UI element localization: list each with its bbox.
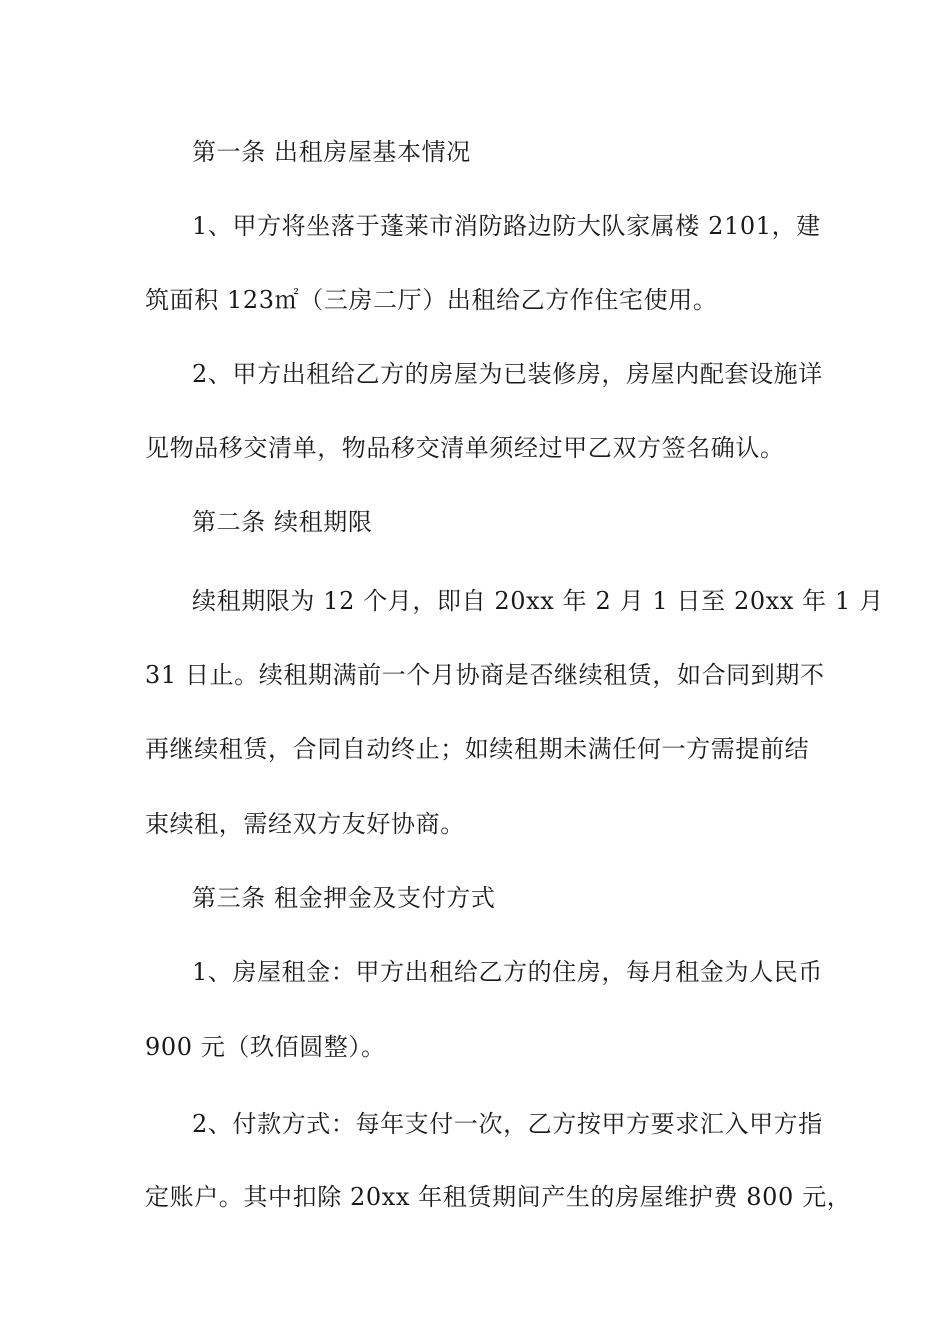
paragraph-line: 续租期限为 12 个月，即自 20xx 年 2 月 1 日至 20xx 年 1 月 <box>192 587 884 615</box>
paragraph-line: 筑面积 123㎡（三房二厅）出租给乙方作住宅使用。 <box>145 286 718 314</box>
paragraph-line: 2、甲方出租给乙方的房屋为已装修房，房屋内配套设施详 <box>192 360 823 388</box>
paragraph-line: 见物品移交清单，物品移交清单须经过甲乙双方签名确认。 <box>145 434 785 462</box>
paragraph-line: 束续租，需经双方友好协商。 <box>145 810 465 838</box>
paragraph-line: 31 日止。续租期满前一个月协商是否继续租赁，如合同到期不 <box>145 661 825 689</box>
article-2-heading: 第二条 续租期限 <box>192 508 373 536</box>
paragraph-line: 1、房屋租金：甲方出租给乙方的住房，每月租金为人民币 <box>192 958 823 986</box>
paragraph-line: 2、付款方式：每年支付一次，乙方按甲方要求汇入甲方指 <box>192 1110 823 1138</box>
paragraph-line: 定账户。其中扣除 20xx 年租赁期间产生的房屋维护费 800 元， <box>145 1183 852 1211</box>
article-3-heading: 第三条 租金押金及支付方式 <box>192 884 496 912</box>
paragraph-line: 900 元（玖佰圆整）。 <box>145 1033 386 1061</box>
paragraph-line: 再继续租赁，合同自动终止；如续租期未满任何一方需提前结 <box>145 735 810 763</box>
paragraph-line: 1、甲方将坐落于蓬莱市消防路边防大队家属楼 2101，建 <box>192 212 821 240</box>
article-1-heading: 第一条 出租房屋基本情况 <box>192 138 471 166</box>
